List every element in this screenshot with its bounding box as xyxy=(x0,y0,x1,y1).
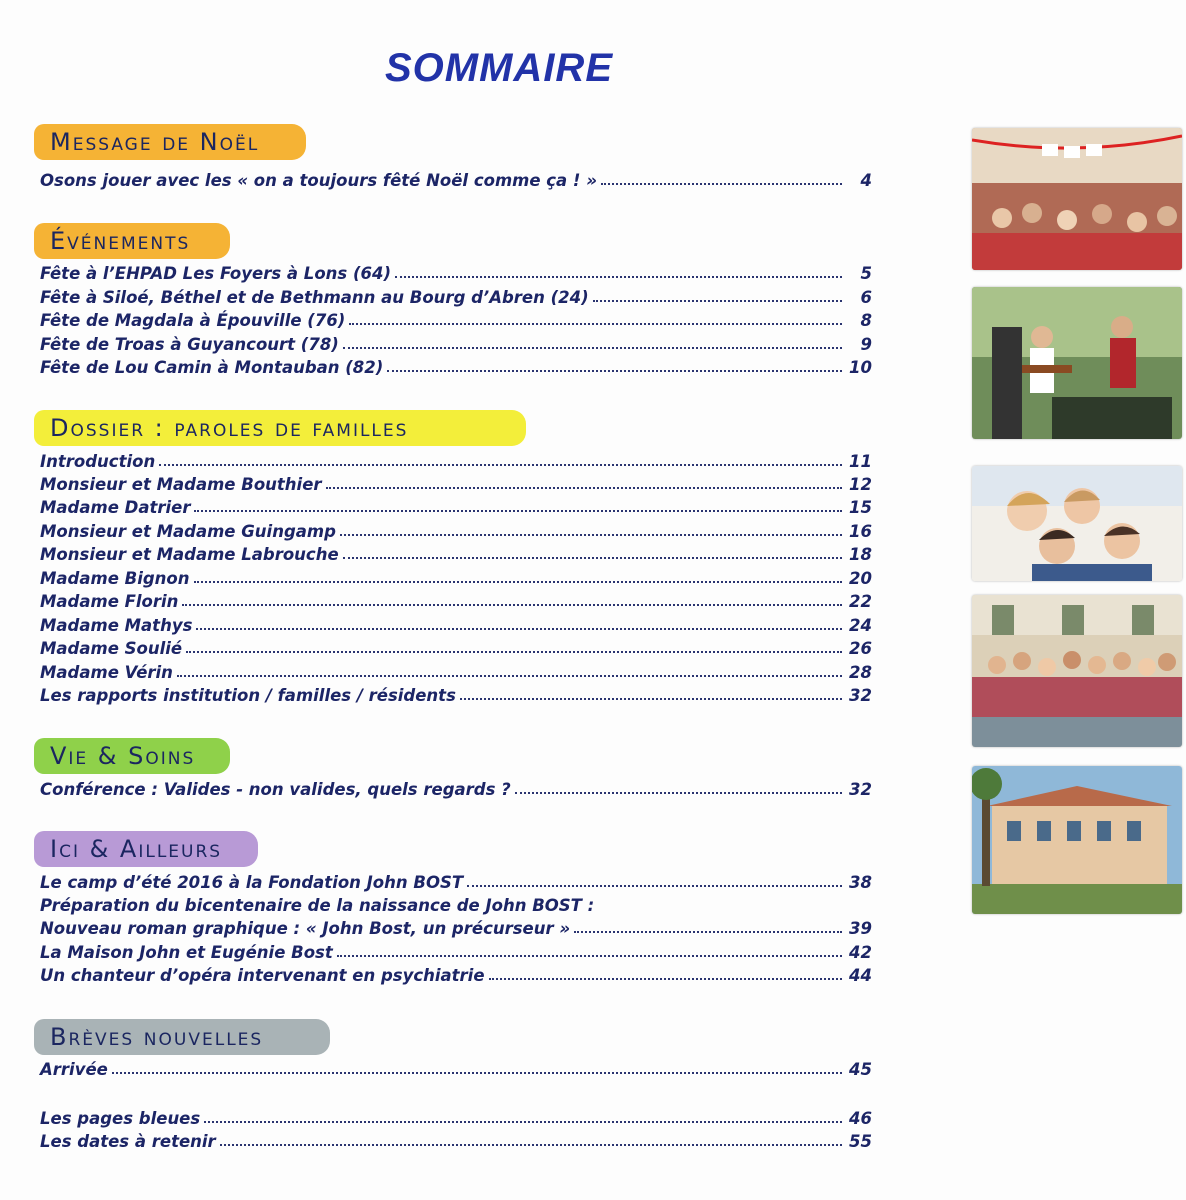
toc-entry-title: Madame Florin xyxy=(40,592,179,611)
toc-entry[interactable] xyxy=(40,332,872,354)
leader-dots xyxy=(515,792,842,794)
toc-entry-page: 9 xyxy=(860,335,872,354)
leader-dots xyxy=(467,885,842,887)
toc-entry-title: Préparation du bicentenaire de la naissance de John BOST : xyxy=(40,896,595,915)
leader-dots xyxy=(326,487,842,489)
toc-entry-title: Madame Vérin xyxy=(40,663,173,682)
toc-entry-title: Introduction xyxy=(40,452,156,471)
toc-entry-page: 45 xyxy=(849,1060,872,1079)
page-title: SOMMAIRE xyxy=(385,46,613,90)
toc-entry-page: 24 xyxy=(849,616,872,635)
toc-entry[interactable] xyxy=(40,777,872,799)
section-heading-label: Brèves nouvelles xyxy=(50,1023,264,1051)
toc-entry-page: 12 xyxy=(849,475,872,494)
toc-entry-page: 16 xyxy=(849,522,872,541)
section-heading-dossier xyxy=(34,410,526,446)
leader-dots xyxy=(194,510,842,512)
toc-entry-title: Monsieur et Madame Labrouche xyxy=(40,545,339,564)
toc-entry-page: 4 xyxy=(860,171,872,190)
toc-entry-page: 26 xyxy=(849,639,872,658)
toc-entry[interactable] xyxy=(40,566,872,588)
toc-entry-page: 46 xyxy=(849,1109,872,1128)
toc-entry-title: Madame Soulié xyxy=(40,639,183,658)
toc-entry-page: 6 xyxy=(860,288,872,307)
section-heading-vie-soins xyxy=(34,738,230,774)
toc-entry-page: 38 xyxy=(849,873,872,892)
toc-entry[interactable] xyxy=(40,636,872,658)
toc-entry-title: Les dates à retenir xyxy=(40,1132,216,1151)
toc-entry-title: Fête à l’EHPAD Les Foyers à Lons (64) xyxy=(40,264,392,283)
toc-entry[interactable] xyxy=(40,963,872,985)
toc-entry[interactable] xyxy=(40,1106,872,1128)
leader-dots xyxy=(112,1072,842,1074)
photo-residents xyxy=(972,466,1182,581)
toc-entry[interactable] xyxy=(40,683,872,705)
toc-entry-title: Un chanteur d’opéra intervenant en psychiatrie xyxy=(40,966,485,985)
leader-dots xyxy=(159,464,842,466)
toc-entry-title: Fête à Siloé, Béthel et de Bethmann au Bourg d’Abren (24) xyxy=(40,288,589,307)
toc-entry[interactable] xyxy=(40,589,872,611)
section-heading-label: Message de Noël xyxy=(50,128,260,156)
toc-entry-title: Le camp d’été 2016 à la Fondation John BOST xyxy=(40,873,464,892)
toc-entry-page: 15 xyxy=(849,498,872,517)
toc-entry-title: Fête de Magdala à Épouville (76) xyxy=(40,311,346,330)
leader-dots xyxy=(343,347,842,349)
section-heading-ici-ailleurs xyxy=(34,831,258,867)
section-heading-label: Dossier : paroles de familles xyxy=(50,414,409,442)
toc-entry[interactable] xyxy=(40,916,872,938)
leader-dots xyxy=(186,651,842,653)
toc-entry-page: 44 xyxy=(849,966,872,985)
photo-concert xyxy=(972,287,1182,439)
toc-entry-page: 22 xyxy=(849,592,872,611)
toc-entry[interactable] xyxy=(40,940,872,962)
toc-entry[interactable] xyxy=(40,472,872,494)
photo-summer-camp xyxy=(972,595,1182,747)
leader-dots xyxy=(601,183,842,185)
toc-entry-title: La Maison John et Eugénie Bost xyxy=(40,943,333,962)
leader-dots xyxy=(593,300,842,302)
toc-entry[interactable] xyxy=(40,613,872,635)
toc-entry[interactable] xyxy=(40,1129,872,1151)
leader-dots xyxy=(220,1144,842,1146)
toc-entry[interactable] xyxy=(40,355,872,377)
toc-entry-page: 18 xyxy=(849,545,872,564)
toc-entry[interactable] xyxy=(40,168,872,190)
toc-entry[interactable] xyxy=(40,870,872,892)
toc-entry-page: 42 xyxy=(849,943,872,962)
toc-entry-page: 28 xyxy=(849,663,872,682)
toc-entry[interactable] xyxy=(40,449,872,471)
toc-entry[interactable] xyxy=(40,285,872,307)
toc-entry[interactable] xyxy=(40,308,872,330)
toc-entry-page: 55 xyxy=(849,1132,872,1151)
toc-entry-title: Fête de Troas à Guyancourt (78) xyxy=(40,335,339,354)
toc-entry[interactable] xyxy=(40,660,872,682)
toc-entry-page: 32 xyxy=(849,686,872,705)
toc-entry-page: 32 xyxy=(849,780,872,799)
toc-entry-title: Monsieur et Madame Guingamp xyxy=(40,522,336,541)
leader-dots xyxy=(337,955,842,957)
toc-entry-title: Les rapports institution / familles / résidents xyxy=(40,686,456,705)
toc-entry[interactable] xyxy=(40,1057,872,1079)
toc-entry-title: Fête de Lou Camin à Montauban (82) xyxy=(40,358,384,377)
leader-dots xyxy=(574,931,842,933)
leader-dots xyxy=(182,604,842,606)
toc-entry-page: 10 xyxy=(849,358,872,377)
toc-entry-title: Conférence : Valides - non valides, quels regards ? xyxy=(40,780,511,799)
leader-dots xyxy=(387,370,842,372)
section-heading-label: Vie & Soins xyxy=(50,742,196,770)
toc-entry-title: Madame Mathys xyxy=(40,616,193,635)
toc-entry-page: 8 xyxy=(860,311,872,330)
leader-dots xyxy=(340,534,842,536)
leader-dots xyxy=(194,581,843,583)
toc-entry-title: Nouveau roman graphique : « John Bost, un précurseur » xyxy=(40,919,571,938)
toc-entry[interactable] xyxy=(40,893,872,915)
section-heading-breves xyxy=(34,1019,330,1055)
leader-dots xyxy=(395,276,842,278)
leader-dots xyxy=(196,628,842,630)
toc-entry-title: Arrivée xyxy=(40,1060,108,1079)
leader-dots xyxy=(349,323,842,325)
leader-dots xyxy=(343,557,842,559)
leader-dots xyxy=(489,978,842,980)
toc-entry-page: 11 xyxy=(849,452,872,471)
toc-entry-title: Madame Datrier xyxy=(40,498,191,517)
leader-dots xyxy=(460,698,842,700)
toc-entry-title: Osons jouer avec les « on a toujours fêté Noël comme ça ! » xyxy=(40,171,597,190)
section-heading-message xyxy=(34,124,306,160)
toc-entry[interactable] xyxy=(40,519,872,541)
section-heading-label: Ici & Ailleurs xyxy=(50,835,223,863)
toc-entry-page: 39 xyxy=(849,919,872,938)
toc-entry-title: Monsieur et Madame Bouthier xyxy=(40,475,322,494)
section-heading-label: Événements xyxy=(50,227,191,255)
toc-entry[interactable] xyxy=(40,542,872,564)
toc-entry-page: 20 xyxy=(849,569,872,588)
section-heading-evenements xyxy=(34,223,230,259)
leader-dots xyxy=(177,675,842,677)
toc-entry[interactable] xyxy=(40,495,872,517)
toc-entry-page: 5 xyxy=(860,264,872,283)
leader-dots xyxy=(204,1121,842,1123)
toc-entry-title: Madame Bignon xyxy=(40,569,190,588)
toc-entry[interactable] xyxy=(40,261,872,283)
photo-party-hall xyxy=(972,128,1182,270)
photo-maison xyxy=(972,766,1182,914)
toc-entry-title: Les pages bleues xyxy=(40,1109,201,1128)
